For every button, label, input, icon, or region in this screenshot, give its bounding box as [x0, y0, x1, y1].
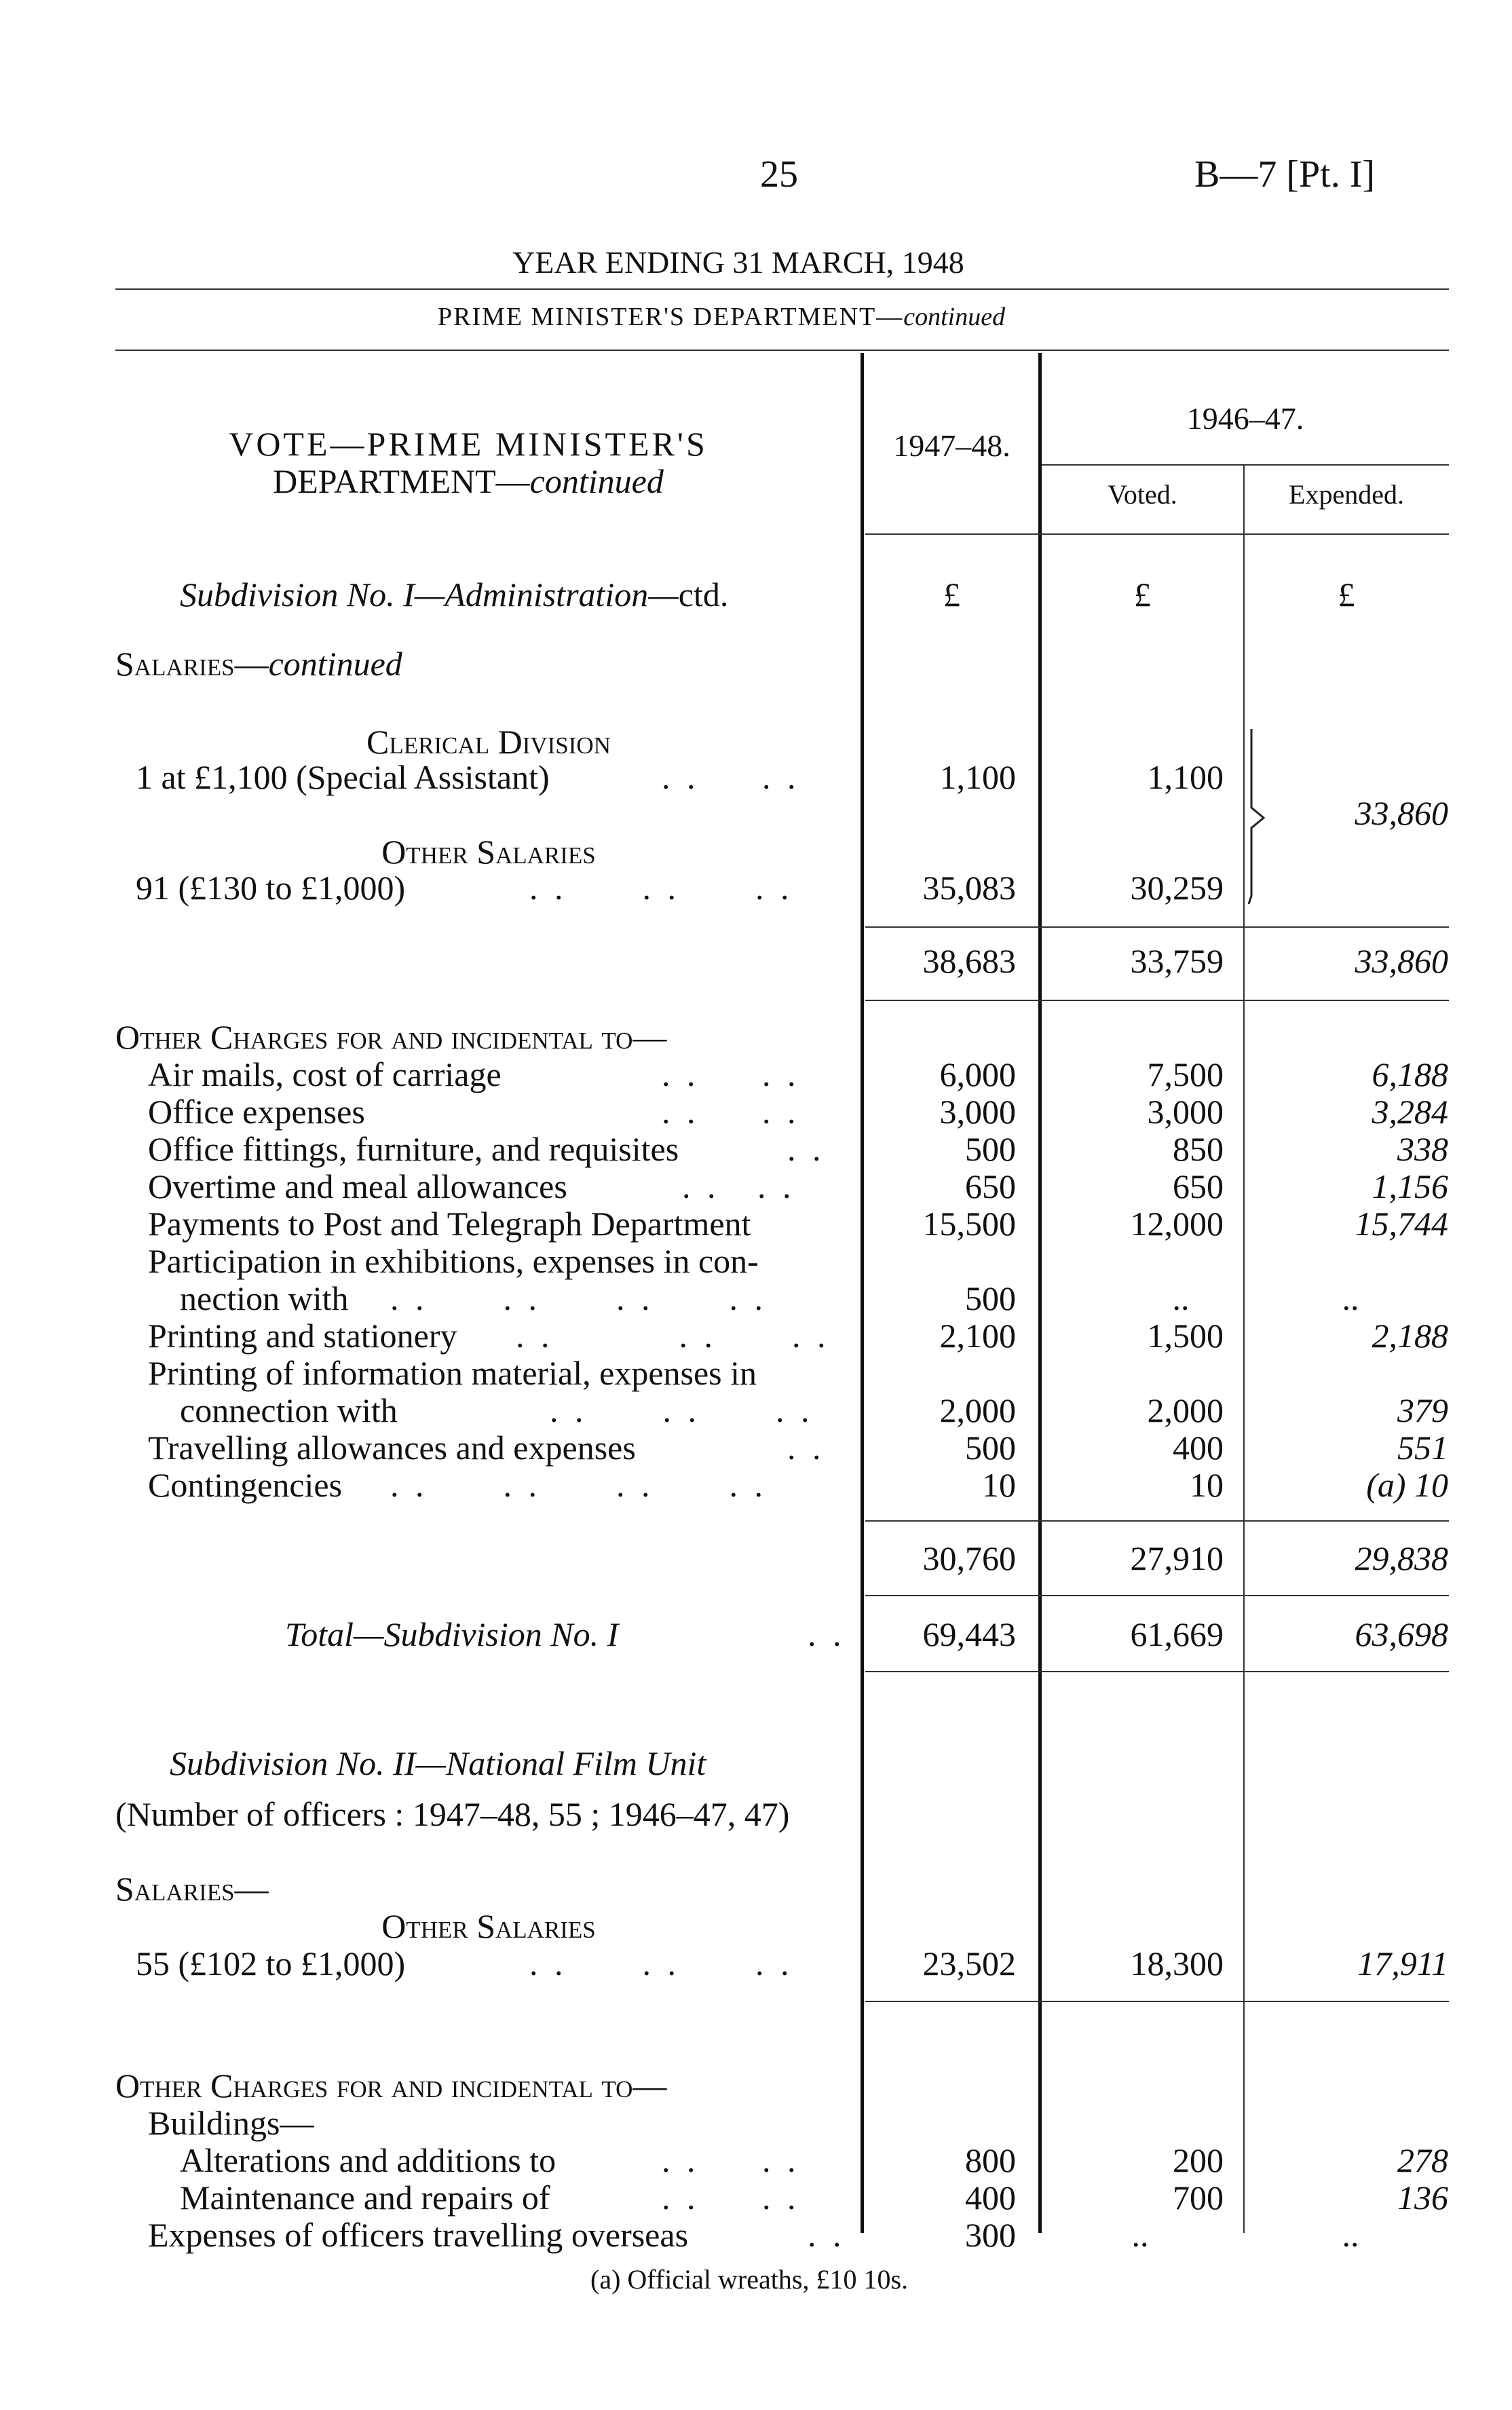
charge-leaders-exhibitions: . . . . . . . .	[390, 1279, 767, 1317]
salaries-total-rule-bottom	[865, 1000, 1449, 1001]
charge-label-overtime: Overtime and meal allowances	[148, 1167, 567, 1205]
footnote: (a) Official wreaths, £10 10s.	[590, 2264, 909, 2295]
year-title: YEAR ENDING 31 MARCH, 1948	[512, 245, 964, 280]
charge-leaders-air-mails: . . . .	[662, 1055, 800, 1093]
charge-expended-overtime: 1,156	[1372, 1167, 1448, 1205]
subdivision-2-alterations-expended: 278	[1397, 2141, 1448, 2179]
vote-title-line2-text: DEPARTMENT—	[273, 462, 530, 500]
charge-voted-exhibitions: ..	[1172, 1279, 1190, 1317]
charge-voted-air-mails: 7,500	[1147, 1055, 1224, 1093]
department-title-continued: continued	[903, 303, 1006, 331]
subdivision-2-maintenance-voted: 700	[1173, 2179, 1224, 2217]
charge-leaders-office-fittings: . .	[787, 1130, 825, 1168]
subdivision-2-travel-overseas-leaders: . .	[808, 2216, 846, 2254]
charge-voted-office-fittings: 850	[1173, 1130, 1224, 1168]
charges-total-1947-48: 30,760	[922, 1539, 1016, 1577]
subdivision-2-buildings-heading: Buildings—	[148, 2104, 314, 2142]
charge-1947-48-contingencies: 10	[982, 1466, 1016, 1504]
currency-expended: £	[1338, 576, 1355, 614]
clerical-row-voted: 1,100	[1147, 758, 1224, 796]
charge-label-post-telegraph: Payments to Post and Telegraph Department	[148, 1205, 751, 1243]
charge-expended-information-material: 379	[1397, 1391, 1448, 1429]
column-header-rule-bottom	[865, 533, 1449, 535]
charges-total-voted: 27,910	[1130, 1539, 1224, 1577]
clerical-row-leaders: . . . .	[662, 758, 800, 796]
clerical-row-label: 1 at £1,100 (Special Assistant)	[136, 758, 550, 796]
charge-1947-48-post-telegraph: 15,500	[922, 1205, 1016, 1243]
charge-expended-printing-stationery: 2,188	[1372, 1317, 1448, 1355]
charge-leaders-travelling: . .	[787, 1429, 825, 1467]
column-header-voted: Voted.	[1108, 479, 1177, 510]
charge-voted-overtime: 650	[1173, 1167, 1224, 1205]
other-salaries-row-1947-48: 35,083	[922, 869, 1016, 907]
subdivision-2-other-salaries-expended: 17,911	[1357, 1944, 1448, 1982]
department-title-text: PRIME MINISTER'S DEPARTMENT—	[438, 303, 904, 331]
charge-label-information-material-cont: connection with	[180, 1391, 398, 1429]
subdivision-1-total-expended: 63,698	[1355, 1615, 1448, 1653]
subdivision-1-total-voted: 61,669	[1130, 1615, 1224, 1653]
subdivision-2-other-salaries-label: 55 (£102 to £1,000)	[136, 1944, 406, 1982]
subdivision-2-heading: Subdivision No. II—National Film Unit	[170, 1744, 706, 1782]
charge-label-air-mails: Air mails, cost of carriage	[148, 1055, 502, 1093]
subdivision-2-travel-overseas-voted: ..	[1131, 2216, 1149, 2254]
other-salaries-row-label: 91 (£130 to £1,000)	[136, 869, 406, 907]
currency-1947-48: £	[943, 576, 960, 614]
subdivision-2-alterations-voted: 200	[1173, 2141, 1224, 2179]
column-header-1946-47: 1946–47.	[1186, 401, 1304, 436]
salaries-total-rule-top	[865, 926, 1449, 928]
charge-1947-48-printing-stationery: 2,100	[939, 1317, 1016, 1355]
other-salaries-heading: Other Salaries	[381, 833, 596, 871]
charge-voted-post-telegraph: 12,000	[1130, 1205, 1224, 1243]
charge-expended-post-telegraph: 15,744	[1355, 1205, 1448, 1243]
charge-expended-travelling: 551	[1397, 1429, 1448, 1467]
column-header-rule-1946-47	[1042, 464, 1449, 466]
charge-expended-air-mails: 6,188	[1372, 1055, 1448, 1093]
salaries-bracket-expended: 33,860	[1355, 794, 1448, 832]
charges-total-expended: 29,838	[1355, 1539, 1448, 1577]
charge-voted-information-material: 2,000	[1147, 1391, 1224, 1429]
subdivision-2-maintenance-label: Maintenance and repairs of	[180, 2179, 550, 2217]
clerical-row-1947-48: 1,100	[939, 758, 1016, 796]
charge-expended-office-fittings: 338	[1397, 1130, 1448, 1168]
subdivision-2-other-salaries-leaders: . . . . . .	[529, 1944, 793, 1982]
charge-voted-printing-stationery: 1,500	[1147, 1317, 1224, 1355]
vote-title-line2-continued: continued	[529, 462, 664, 500]
subdivision-2-salaries-heading: Salaries—	[115, 1870, 269, 1908]
subdivision-2-alterations-label: Alterations and additions to	[180, 2141, 556, 2179]
subdivision-2-other-salaries-voted: 18,300	[1130, 1944, 1224, 1982]
charge-voted-office-expenses: 3,000	[1147, 1093, 1224, 1131]
charge-label-printing-stationery: Printing and stationery	[148, 1317, 457, 1355]
other-salaries-row-voted: 30,259	[1130, 869, 1224, 907]
subdivision-2-other-salaries-heading: Other Salaries	[381, 1907, 596, 1945]
header-rule-2	[115, 350, 1449, 351]
salaries-heading	[115, 645, 402, 683]
subdivision-2-salaries-rule	[865, 2001, 1449, 2002]
charge-leaders-information-material: . . . . . .	[550, 1391, 814, 1429]
vote-title-line2	[115, 462, 821, 501]
subdivision-1-total-leaders: . .	[808, 1615, 846, 1653]
charge-1947-48-exhibitions: 500	[965, 1279, 1016, 1317]
charge-1947-48-information-material: 2,000	[939, 1391, 1016, 1429]
subdivision-2-other-salaries-1947-48: 23,502	[922, 1944, 1016, 1982]
column-rule-1947-48	[861, 353, 864, 2233]
charge-1947-48-travelling: 500	[965, 1429, 1016, 1467]
charge-leaders-office-expenses: . . . .	[662, 1093, 800, 1131]
salaries-heading-text: Salaries—	[115, 645, 269, 683]
charge-label-travelling: Travelling allowances and expenses	[148, 1429, 636, 1467]
charge-voted-contingencies: 10	[1190, 1466, 1224, 1504]
salaries-total-1947-48: 38,683	[922, 942, 1016, 980]
subdivision-2-travel-overseas-expended: ..	[1342, 2216, 1359, 2254]
subdivision-1-total-1947-48: 69,443	[922, 1615, 1016, 1653]
column-header-expended: Expended.	[1289, 479, 1404, 510]
charge-1947-48-office-expenses: 3,000	[939, 1093, 1016, 1131]
charge-label-exhibitions-cont: nection with	[180, 1279, 349, 1317]
subdivision-1-heading	[180, 576, 728, 614]
subdivision-1-total-label: Total—Subdivision No. I	[285, 1615, 619, 1653]
subdivision-1-heading-ctd: ctd.	[678, 576, 729, 614]
charge-1947-48-air-mails: 6,000	[939, 1055, 1016, 1093]
charge-leaders-contingencies: . . . . . . . .	[390, 1466, 767, 1504]
charge-leaders-printing-stationery: . . . . . .	[516, 1317, 830, 1355]
charge-label-office-fittings: Office fittings, furniture, and requisites	[148, 1130, 679, 1168]
charge-expended-office-expenses: 3,284	[1372, 1093, 1448, 1131]
charge-label-office-expenses: Office expenses	[148, 1093, 365, 1131]
clerical-division-heading: Clerical Division	[366, 723, 611, 761]
subdivision-1-heading-text: Subdivision No. I—Administration—	[180, 576, 679, 614]
subdivision-2-travel-overseas-label: Expenses of officers travelling overseas	[148, 2216, 689, 2254]
column-header-1947-48: 1947–48.	[893, 428, 1010, 463]
subdivision-2-maintenance-1947-48: 400	[965, 2179, 1016, 2217]
charges-total-rule-bottom	[865, 1595, 1449, 1596]
charge-expended-contingencies: (a) 10	[1366, 1466, 1448, 1504]
subdivision-2-alterations-leaders: . . . .	[662, 2141, 800, 2179]
subdivision-2-other-charges-heading: Other Charges for and incidental to—	[115, 2067, 667, 2105]
charge-label-contingencies: Contingencies	[148, 1466, 343, 1504]
charge-voted-travelling: 400	[1173, 1429, 1224, 1467]
currency-voted: £	[1134, 576, 1151, 614]
subdivision-1-total-rule	[865, 1671, 1449, 1672]
charge-expended-exhibitions: ..	[1342, 1279, 1359, 1317]
charge-1947-48-overtime: 650	[965, 1167, 1016, 1205]
document-reference: B—7 [Pt. I]	[1194, 153, 1375, 195]
header-rule-1	[115, 288, 1449, 290]
subdivision-2-alterations-1947-48: 800	[965, 2141, 1016, 2179]
other-charges-heading: Other Charges for and incidental to—	[115, 1018, 667, 1056]
charges-total-rule-top	[865, 1520, 1449, 1522]
page-number: 25	[760, 153, 798, 195]
salaries-total-voted: 33,759	[1130, 942, 1224, 980]
charge-label-exhibitions: Participation in exhibitions, expenses in con-	[148, 1242, 759, 1280]
subdivision-2-officers: (Number of officers : 1947–48, 55 ; 1946–47, 47)	[115, 1795, 790, 1833]
salaries-total-expended: 33,860	[1355, 942, 1448, 980]
vote-title-line1: VOTE—PRIME MINISTER'S	[229, 425, 708, 463]
subdivision-2-maintenance-expended: 136	[1397, 2179, 1448, 2217]
charge-label-information-material: Printing of information material, expenses in	[148, 1354, 757, 1392]
charge-leaders-overtime: . . . .	[682, 1167, 795, 1205]
department-title	[438, 302, 1005, 332]
salaries-heading-continued: continued	[268, 645, 402, 683]
subdivision-2-travel-overseas-1947-48: 300	[965, 2216, 1016, 2254]
subdivision-2-maintenance-leaders: . . . .	[662, 2179, 800, 2217]
other-salaries-row-leaders: . . . . . .	[529, 869, 793, 907]
charge-1947-48-office-fittings: 500	[965, 1130, 1016, 1168]
